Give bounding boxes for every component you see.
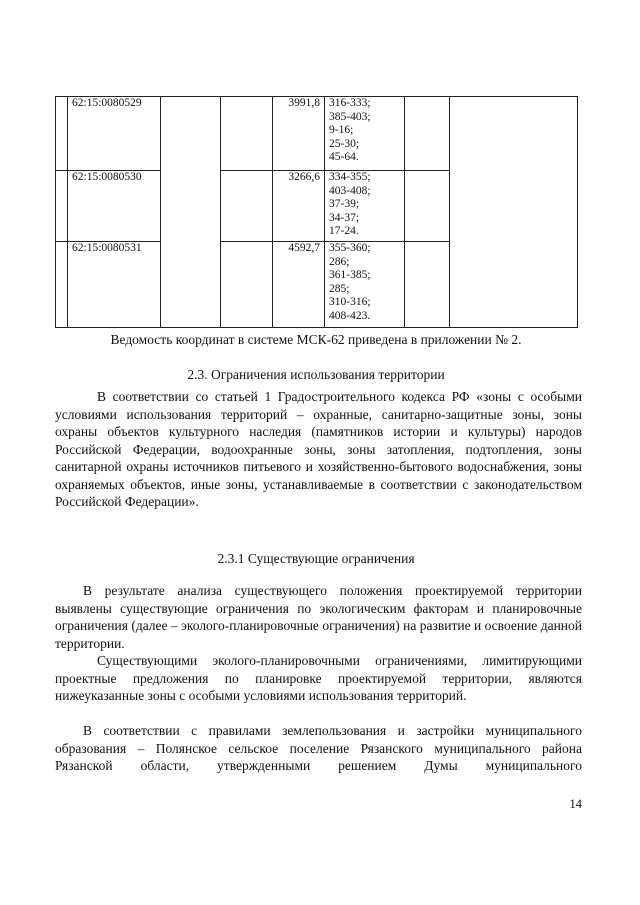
area-cell: 3991,8 <box>273 97 325 171</box>
area-cell: 3266,6 <box>273 171 325 242</box>
index-cell <box>56 242 68 328</box>
point-range: 9-16; <box>329 124 354 137</box>
point-range: 25-30; <box>329 137 360 150</box>
cadastral-number-cell: 62:15:0080530 <box>68 171 161 242</box>
point-range: 17-24. <box>329 225 359 238</box>
merged-empty-cell <box>161 97 221 328</box>
point-range: 34-37; <box>329 211 360 224</box>
area-cell: 4592,7 <box>273 242 325 328</box>
paragraph: В результате анализа существующего положения проектируемой территории выявлены существующие ограничения по экологическим факторам и планировочные ограничения (далее – эколого-планировочные ограничения) на развитие и освоение данной территории. <box>55 583 582 651</box>
points-cell <box>325 97 405 171</box>
index-cell <box>56 171 68 242</box>
point-range: 286; <box>329 255 350 268</box>
page-number: 14 <box>569 797 582 811</box>
point-range: 334-355; <box>329 171 371 183</box>
point-range: 285; <box>329 282 350 295</box>
table-row <box>56 97 578 171</box>
empty-cell <box>221 242 273 328</box>
point-range: 361-385; <box>329 269 371 282</box>
points-cell <box>325 242 405 328</box>
empty-cell <box>405 242 450 328</box>
point-range: 310-316; <box>329 296 371 309</box>
point-range: 355-360; <box>329 242 371 254</box>
point-range: 385-403; <box>329 110 371 123</box>
merged-empty-cell <box>450 97 578 328</box>
paragraph: Существующими эколого-планировочными ограничениями, лимитирующими проектные предложения по планировке проектируемой территории, являются нижеуказанные зоны с особыми условиями использования территорий. <box>55 653 582 703</box>
empty-cell <box>405 171 450 242</box>
section-heading: 2.3. Ограничения использования территории <box>187 367 445 382</box>
points-cell <box>325 171 405 242</box>
point-range: 403-408; <box>329 184 371 197</box>
cadastral-number-cell: 62:15:0080529 <box>68 97 161 171</box>
point-range: 37-39; <box>329 198 360 211</box>
paragraph: В соответствии с правилами землепользования и застройки муниципального образования – Полянское сельское поселение Рязанского муниципального района Рязанской области, утвержденными решением Думы муниципального <box>55 723 582 773</box>
section-heading: 2.3.1 Существующие ограничения <box>217 551 415 566</box>
cadastral-number-cell: 62:15:0080531 <box>68 242 161 328</box>
point-range: 316-333; <box>329 97 371 109</box>
table-caption: Ведомость координат в системе МСК-62 приведена в приложении № 2. <box>110 332 522 347</box>
empty-cell <box>221 171 273 242</box>
paragraph: В соответствии со статьей 1 Градостроительного кодекса РФ «зоны с особыми условиями использования территорий – охранные, санитарно-защитные зоны, зоны охраны объектов культурного наследия (памятников истории и культуры) народов Российской Федерации, водоохранные зоны, зоны затопления, подтопления, зоны санитарной охраны источников питьевого и хозяйственно-бытового водоснабжения, зоны охраняемых объектов, иные зоны, устанавливаемые в соответствии с законодательством Российской Федерации». <box>55 389 582 509</box>
table-body <box>56 97 578 328</box>
point-range: 45-64. <box>329 151 359 164</box>
empty-cell <box>405 97 450 171</box>
point-range: 408-423. <box>329 309 371 322</box>
index-cell <box>56 97 68 171</box>
empty-cell <box>221 97 273 171</box>
coordinates-table <box>55 96 578 328</box>
